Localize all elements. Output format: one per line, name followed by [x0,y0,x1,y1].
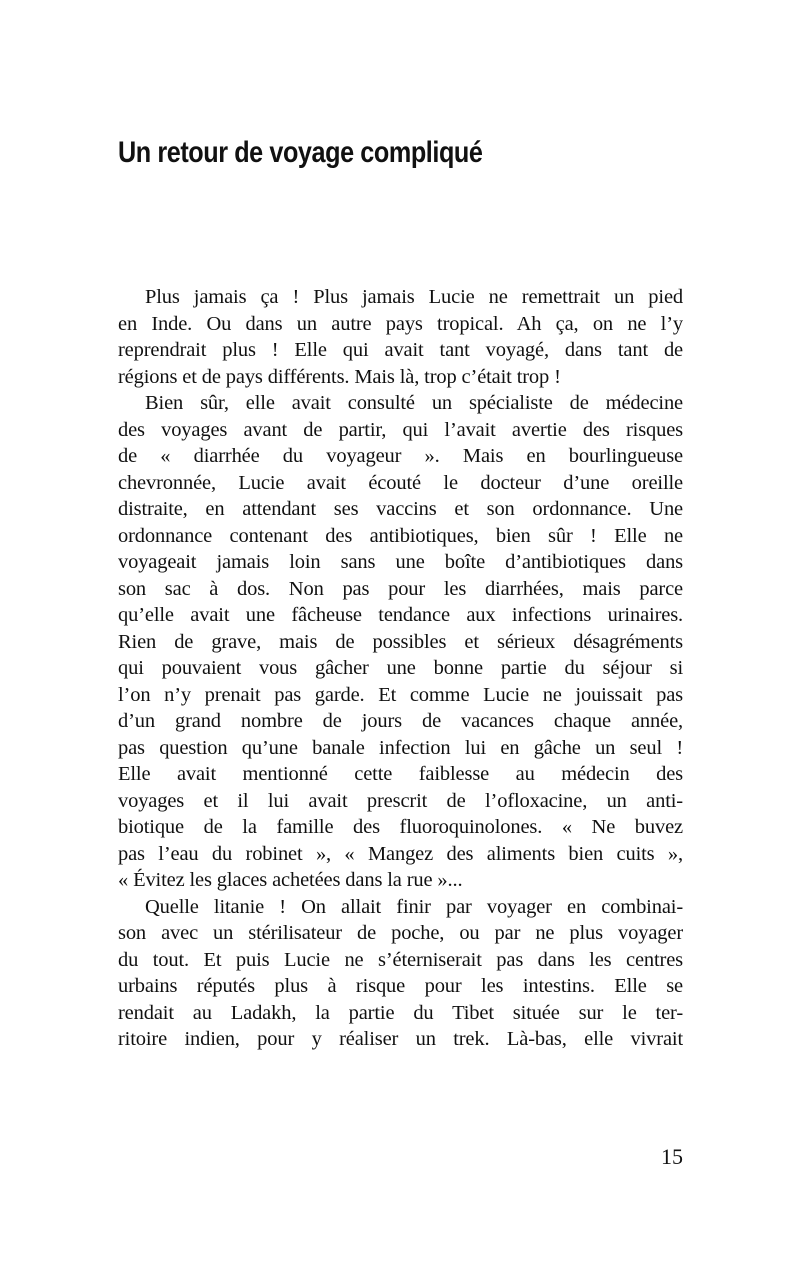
paragraph [118,894,683,1053]
chapter-title: Un retour de voyage compliqué [118,136,483,169]
text-line: « Évitez les glaces achetées dans la rue »... [118,869,463,891]
text-line: pas question qu’une banale infection lui en gâche un seul ! [118,736,683,759]
text-line: pas l’eau du robinet », « Mangez des aliments bien cuits », [118,842,683,865]
text-line: de « diarrhée du voyageur ». Mais en bourlingueuse [118,445,683,467]
text-line: distraite, en attendant ses vaccins et son ordonnance. Une [118,498,683,520]
text-line: biotique de la famille des fluoroquinolones. « Ne buvez [118,816,683,838]
text-line: l’on n’y prenait pas garde. Et comme Lucie ne jouissait pas [118,683,683,706]
text-line: qui pouvaient vous gâcher une bonne partie du séjour si [118,657,683,679]
text-line: des voyages avant de partir, qui l’avait avertie des risques [118,418,683,441]
text-line: régions et de pays différents. Mais là, trop c’était trop ! [118,365,561,388]
text-line: Rien de grave, mais de possibles et sérieux désagréments [118,630,683,653]
text-line: Elle avait mentionné cette faiblesse au médecin des [118,763,683,785]
paragraph [118,284,683,390]
text-line: chevronnée, Lucie avait écouté le docteur d’une oreille [118,471,683,494]
page-number: 15 [661,1144,683,1169]
text-line: voyageait jamais loin sans une boîte d’antibiotiques dans [118,551,683,573]
text-line: Plus jamais ça ! Plus jamais Lucie ne remettrait un pied [145,286,683,308]
text-line: d’un grand nombre de jours de vacances chaque année, [118,710,683,732]
text-line: rendait au Ladakh, la partie du Tibet située sur le ter- [118,1001,683,1024]
text-line: voyages et il lui avait prescrit de l’ofloxacine, un anti- [118,789,683,812]
text-line: reprendrait plus ! Elle qui avait tant voyagé, dans tant de [118,339,683,361]
text-line: ordonnance contenant des antibiotiques, bien sûr ! Elle ne [118,524,683,547]
text-line: qu’elle avait une fâcheuse tendance aux infections urinaires. [118,604,683,626]
text-line: Bien sûr, elle avait consulté un spécialiste de médecine [145,392,683,414]
text-line: ritoire indien, pour y réaliser un trek. Là-bas, elle vivrait [118,1028,683,1050]
text-line: son sac à dos. Non pas pour les diarrhées, mais parce [118,577,683,600]
text-line: urbains réputés plus à risque pour les intestins. Elle se [118,975,683,997]
paragraph [118,390,683,894]
text-line: en Inde. Ou dans un autre pays tropical. Ah ça, on ne l’y [118,312,683,335]
text-line: Quelle litanie ! On allait finir par voyager en combinai- [145,895,683,918]
text-line: du tout. Et puis Lucie ne s’éterniserait pas dans les centres [118,948,683,971]
body-text [118,284,683,1053]
text-line: son avec un stérilisateur de poche, ou par ne plus voyager [118,922,683,944]
